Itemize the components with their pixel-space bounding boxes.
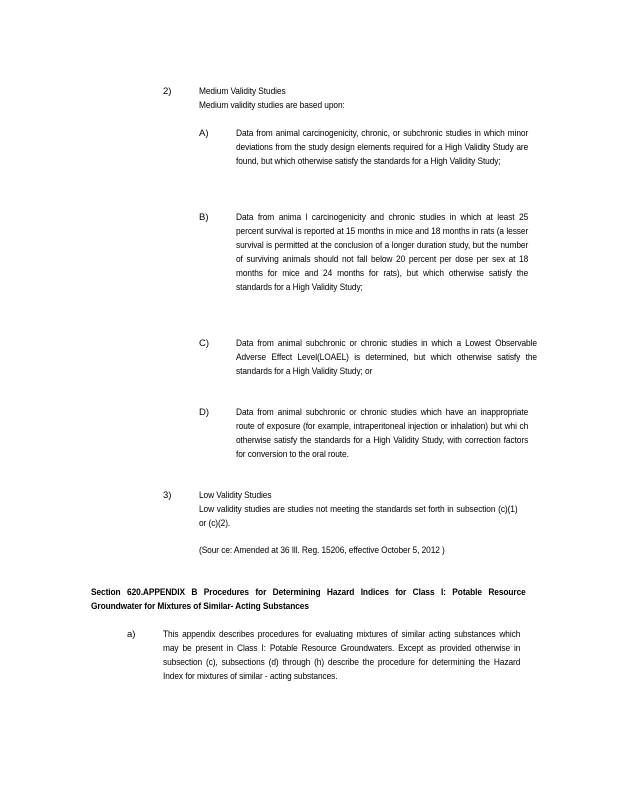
item-d-text: Data from animal subchronic or chronic studies which have an inappropriate route of exposure (for example, intraperitoneal injection or inhalation) but whi ch otherwise satisfy the standards for a High Validity Study, with correction factors for conversion to the oral route.: [236, 407, 529, 460]
item-c-text: Data from animal subchronic or chronic studies in which a Lowest Observable Adverse Effect Level(LOAEL) is determined, but which otherwise satisfy the standards for a High Validity Study; or: [236, 338, 537, 377]
source-note: (Sour ce: Amended at 36 Ill. Reg. 15206, effective October 5, 2012 ): [199, 545, 445, 556]
item-b-label: B): [199, 212, 209, 223]
item-a-label: A): [199, 128, 209, 139]
paragraph-a-label: a): [127, 629, 136, 640]
paragraph-a-text: This appendix describes procedures for evaluating mixtures of similar acting substances which may be present in Class I: Potable Resource Groundwaters. Except as provided otherwise in subsection (c), subsections (d) through (h) describe the procedure for determining the Hazard Index for mixtures of similar - acting substances.: [163, 629, 521, 682]
appendix-heading: Section 620.APPENDIX B Procedures for Determining Hazard Indices for Class I: Potable Resource Groundwater for Mixtures of Similar- Acting Substances: [91, 587, 526, 612]
section-3-title: Low Validity Studies: [199, 490, 272, 501]
section-2-title: Medium Validity Studies: [199, 86, 286, 97]
section-2-number: 2): [163, 86, 172, 97]
section-2-intro: Medium validity studies are based upon:: [199, 100, 345, 111]
section-3-number: 3): [163, 490, 172, 501]
item-b-text: Data from anima l carcinogenicity and chronic studies in which at least 25 percent survival is reported at 15 months in mice and 18 months in rats (a lesser survival is permitted at the conclusion of a longer duration study, but the number of surviving animals should not fall below 20 percent per dose per sex at 18 months for mice and 24 months for rats), but which otherwise satisfy the standards for a High Validity Study;: [236, 212, 529, 293]
item-a-text: Data from animal carcinogenicity, chronic, or subchronic studies in which minor deviations from the study design elements required for a High Validity Study are found, but which otherwise satisfy the standards for a High Validity Study;: [236, 128, 529, 167]
item-d-label: D): [199, 407, 210, 418]
section-3-text: Low validity studies are studies not meeting the standards set forth in subsection (c)(1) or (c)(2).: [199, 504, 518, 529]
item-c-label: C): [199, 338, 210, 349]
